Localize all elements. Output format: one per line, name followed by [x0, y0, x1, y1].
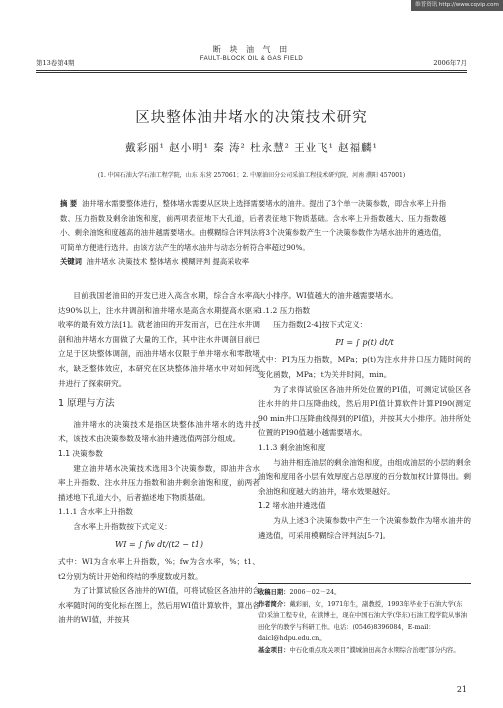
section-heading-1-1-1: 1.1.1 含水率上升指数 — [58, 507, 133, 517]
journal-name-cn: 断 块 油 气 田 — [212, 45, 291, 54]
paragraph: 为了计算试验区各油井的WI值，可将试验区各油井的含水率随时间的变化标在图上，然后用WI值计算软件，算出各油井的WI值，并按其 — [58, 586, 260, 625]
paragraph: 为从上述3个决策参数中产生一个决策参数作为堵水油井的遴选值，可采用模糊综合评判法[5-7]。 — [258, 515, 471, 540]
section-heading-1-1-2: 1.1.2 压力指数 — [258, 305, 311, 315]
abstract-label: 摘 要 — [60, 199, 78, 208]
left-column — [58, 289, 260, 628]
paper-title: 区块整体油井堵水的决策技术研究 — [135, 110, 368, 126]
paragraph: 为了求得试验区各油井所处位置的PI值，可测定试验区各注水井的井口压降曲线，然后用PI值计算软件计算PI90(测定90 min井口压降曲线得到的PI值)，并按其大小排序。油井所处位置的PI90值越小越需要堵水。 — [258, 384, 471, 438]
paragraph: 压力指数[2-4]按下式定义： — [273, 320, 368, 330]
volume-issue: 第13卷第4期 — [36, 59, 75, 67]
formula-pi: PI = ∫ p(t) dt/t — [335, 337, 394, 347]
header-rule — [36, 70, 467, 71]
affiliation: (1. 中国石油大学石油工程学院，山东 东营 257061；2. 中原油田分公司采油工程技术研究院，河南 濮阳 457001) — [97, 172, 406, 179]
author-list: 戴彩丽¹ 赵小明¹ 秦 涛² 杜永慧² 王业飞¹ 赵福麟¹ — [125, 142, 378, 154]
abstract-block — [60, 197, 446, 270]
section-heading-1: 1 原理与方法 — [58, 398, 115, 410]
author-bio: 戴彩丽，女，1971年生，副教授，1993年毕业于石油大学(东营)采油工程专业，在读博士，现在中国石油大学(华东)石油工程学院从事油田化学的教学与科研工作。电话：(0546)8396084，E-mail：daicl@hdpu.edu.cn。 — [258, 600, 467, 642]
paragraph: 含水率上升指数按下式定义： — [73, 521, 172, 531]
received-date: 2006－02－24。 — [289, 589, 341, 596]
paragraph: 油井堵水的决策技术是指区块整体油井堵水的选井技术，该技术由决策参数及堵水油井遴选值两部分组成。 — [58, 419, 260, 444]
fund-label: 基金项目： — [258, 646, 290, 654]
formula-wi: WI = ∫ fw dt/(t2 − t1) — [115, 539, 203, 549]
paragraph: 式中：PI为压力指数，MPa；p(t)为注水井井口压力随时间的变化函数，MPa；t为关井时间，min。 — [258, 355, 471, 379]
fund-text: 中石化重点攻关项目“濮城油田高含水期综合治理”部分内容。 — [289, 646, 460, 654]
paragraph: 大小排序。WI值越大的油井越需要堵水。 — [258, 291, 398, 300]
bio-label: 作者简介： — [258, 600, 290, 608]
section-heading-1-2: 1.2 堵水油井遴选值 — [258, 501, 326, 511]
watermark: 维普资讯 http://www.cqvip.com — [411, 0, 503, 11]
issue-date: 2006年7月 — [433, 59, 467, 67]
keywords-label: 关键词 — [60, 257, 82, 266]
section-heading-1-1: 1.1 决策参数 — [58, 448, 103, 458]
journal-name-en: FAULT-BLOCK OIL & GAS FIELD — [199, 56, 304, 62]
header-rule-thin — [36, 72, 467, 73]
paragraph: 建立油井堵水决策技术选用3个决策参数，即油井含水率上升指数、注水井压力指数和油井剩余油饱和度，前两者描述地下孔道大小，后者描述地下物质基础。 — [58, 463, 260, 502]
paragraph: 式中：WI为含水率上升指数，%；fw为含水率，%；t1、t2分别为统计开始和终结的季度数或月数。 — [58, 557, 260, 581]
intro-paragraph: 目前我国老油田的开发已进入高含水期，综合含水率高达90%以上，注水井调剖和油井堵水是高含水期提高水驱采收率的最有效方法[1]。就老油田的开发而言，已在注水井调剖和油井堵水方面做了大量的工作，其中注水井调剖目前已立足于区块整体调剖，而油井堵水仅限于单井堵水和零散堵水，缺乏整体效应，本研究在区块整体油井堵水中对如何选井进行了探索研究。 — [58, 291, 260, 388]
paragraph: 与油井相连油层的剩余油饱和度，由组成油层的小层的剩余油饱和度用各小层有效厚度占总厚度的百分数加权计算得出。剩余油饱和度越大的油井，堵水效果越好。 — [258, 457, 471, 496]
abstract-text: 油井堵水需要整体进行，整体堵水需要从区块上选择需要堵水的油井。提出了3个单一决策参数，即含水率上升指数、压力指数及剩余油饱和度，前两项表征地下大孔道，后者表征地下物质基础。含水率上升指数越大、压力指数越小、剩余油饱和度越高的油井越需要堵水。由模糊综合评判法将3个决策参数产生一个决策参数作为堵水油井的遴选值，可简单方便进行选井。由该方法产生的堵水油井与动态分析符合率超过90%。 — [60, 199, 446, 252]
footnote-box — [258, 583, 471, 656]
right-column — [258, 289, 471, 543]
section-heading-1-1-3: 1.1.3 剩余油饱和度 — [258, 442, 326, 452]
page-number: 21 — [456, 685, 467, 694]
received-label: 收稿日期： — [258, 589, 290, 596]
keywords: 油井堵水 决策技术 整体堵水 模糊评判 提高采收率 — [86, 257, 250, 266]
